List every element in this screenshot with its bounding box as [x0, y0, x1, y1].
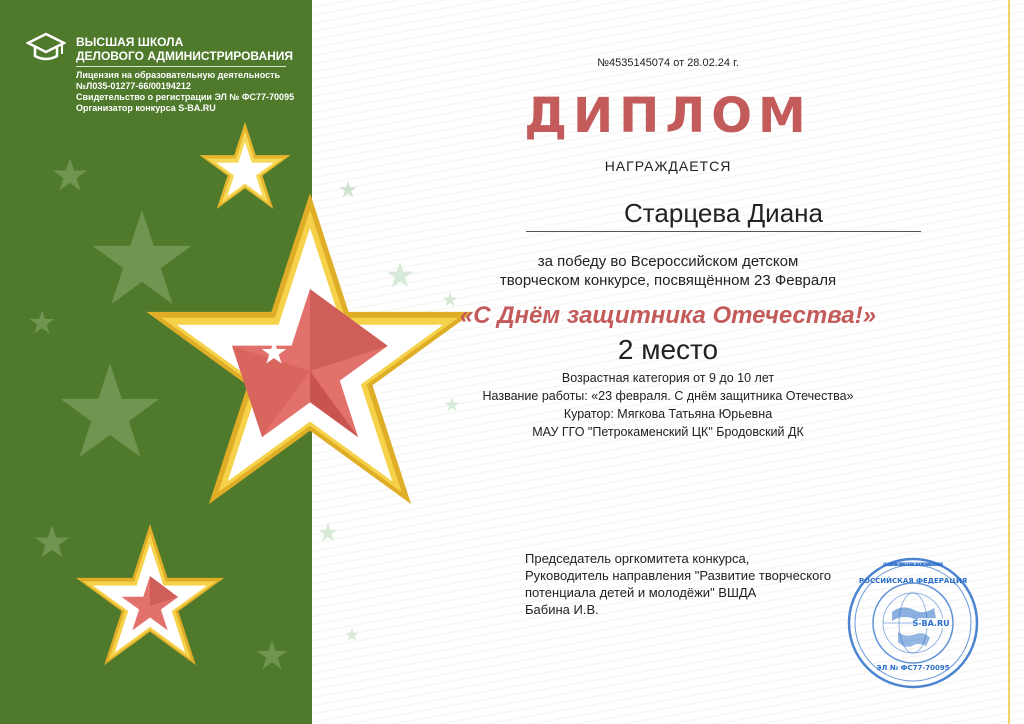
bottom-gold-star-icon: [76, 524, 224, 665]
diploma-number: №4535145074 от 28.02.24 г.: [597, 57, 739, 69]
bg-star-icon: [339, 181, 356, 197]
school-name: [76, 35, 293, 63]
seal-outer-text: ОБЩЕСТВО С ОГРАНИЧЕННОЙ ОТВЕТСТВЕННОСТЬЮ "ВЫСШАЯ ШКОЛА ДЕЛОВОГО АДМИНИСТРИРОВАНИЯ": [882, 563, 944, 568]
reason-line1: за победу во Всероссийском детском: [537, 253, 799, 270]
license-line1: Лицензия на образовательную деятельность: [76, 70, 281, 80]
bg-star-icon: [93, 210, 192, 304]
recipient-name: Старцева Диана: [624, 198, 823, 228]
age-category: Возрастная категория от 9 до 10 лет: [561, 371, 775, 385]
award-reason: [312, 252, 1024, 290]
bg-star-icon: [35, 525, 69, 558]
bg-star-icon: [257, 640, 287, 669]
bg-star-icon: [61, 363, 160, 457]
award-details: [312, 369, 1024, 441]
signature-line1: Председатель оргкомитета конкурса,: [525, 551, 750, 566]
reason-line2: творческом конкурсе, посвящённом 23 Февраля: [499, 272, 837, 289]
bg-star-icon: [318, 523, 337, 541]
recipient-underline: [526, 231, 921, 232]
diploma-title: ДИПЛОМ: [524, 88, 812, 144]
school-name-line1: ВЫСШАЯ ШКОЛА: [76, 35, 184, 49]
signature-line4: Бабина И.В.: [525, 602, 599, 617]
signature-line3: потенциала детей и молодёжи" ВШДА: [525, 585, 757, 600]
awarded-label: НАГРАЖДАЕТСЯ: [604, 158, 732, 174]
bg-star-icon: [53, 158, 87, 191]
bg-star-icon: [30, 310, 55, 334]
curator-name: Куратор: Мягкова Татьяна Юрьевна: [563, 407, 773, 421]
contest-title: «С Днём защитника Отечества!»: [459, 302, 877, 329]
school-name-line2: ДЕЛОВОГО АДМИНИСТРИРОВАНИЯ: [76, 49, 294, 63]
small-gold-star-icon: [199, 122, 290, 209]
signature-line2: Руководитель направления "Развитие творческого: [525, 568, 832, 583]
work-title: Название работы: «23 февраля. С днём защитника Отечества»: [482, 389, 854, 403]
license-info: [76, 70, 294, 114]
bg-star-icon: [345, 628, 358, 641]
official-seal-icon: [846, 556, 980, 690]
certificate-line: Свидетельство о регистрации ЭЛ № ФС77-70095: [76, 92, 295, 102]
organization-name: МАУ ГГО "Петрокаменский ЦК" Бродовский ДК: [532, 425, 804, 439]
signature-block: [525, 550, 885, 618]
school-divider: [76, 66, 286, 67]
seal-inner-text: РОССИЙСКАЯ ФЕДЕРАЦИЯ: [858, 577, 968, 585]
place-label: 2 место: [617, 334, 719, 365]
license-line2: №Л035-01277-66/00194212: [76, 81, 191, 91]
seal-reg-text: ЭЛ № ФС77-70095: [876, 664, 950, 672]
organizer-line: Организатор конкурса S-BA.RU: [76, 103, 216, 113]
graduation-cap-icon: [26, 28, 66, 68]
seal-center-text: S-BA.RU: [912, 619, 950, 628]
